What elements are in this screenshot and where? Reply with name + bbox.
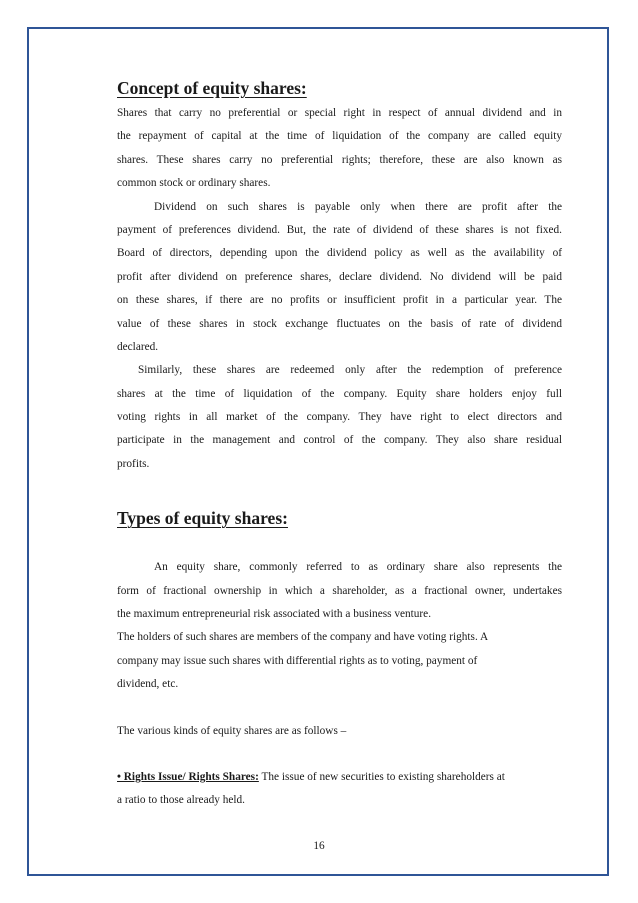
paragraph-redemption: Similarly, these shares are redeemed only after the redemption of preference shares at the time of liquidation of the company. Equity share holders enjoy full voting rights in all market of the company. They have right to elect directors and participate in the management and control of the company. They also share residual profits. [117,364,562,470]
page-number: 16 [313,840,325,852]
paragraph-types-definition: An equity share, commonly referred to as ordinary share also represents the form of fractional ownership in which a shareholder, as a fractional owner, undertakes the maximum entrepreneurial risk associated with a business venture. The holders of such shares are members of the company and have voting rights. A company may issue such shares with differential rights as to voting, payment of dividend, etc. [117,561,562,691]
paragraph-kinds-intro: The various kinds of equity shares are as follows – [117,724,347,737]
paragraph-concept-definition: Shares that carry no preferential or special right in respect of annual dividend and in the repayment of capital at the time of liquidation of the company are called equity shares. These shares carry no preferential rights; therefore, these are also known as common stock or ordinary shares. [117,107,562,190]
document-body [117,76,562,813]
rights-issue-text: The issue of new securities to existing shareholders at [258,770,505,783]
paragraph-dividend: Dividend on such shares is payable only when there are profit after the payment of preferences dividend. But, the rate of dividend of these shares is not fixed. Board of directors, depending upon the dividend policy as well as the availability of profit after dividend on preference shares, declare dividend. No dividend will be paid on these shares, if there are no profits or insufficient profit in a particular year. The value of these shares in stock exchange fluctuates on the basis of rate of dividend declared. [117,200,562,353]
section-heading-types: Types of equity shares: [117,508,288,529]
list-item-rights-issue: • Rights Issue/ Rights Shares: The issue of new securities to existing shareholders at a ratio to those already held. [117,770,505,807]
section-heading-concept: Concept of equity shares: [117,78,307,98]
rights-issue-label: • Rights Issue/ Rights Shares: [117,770,259,783]
